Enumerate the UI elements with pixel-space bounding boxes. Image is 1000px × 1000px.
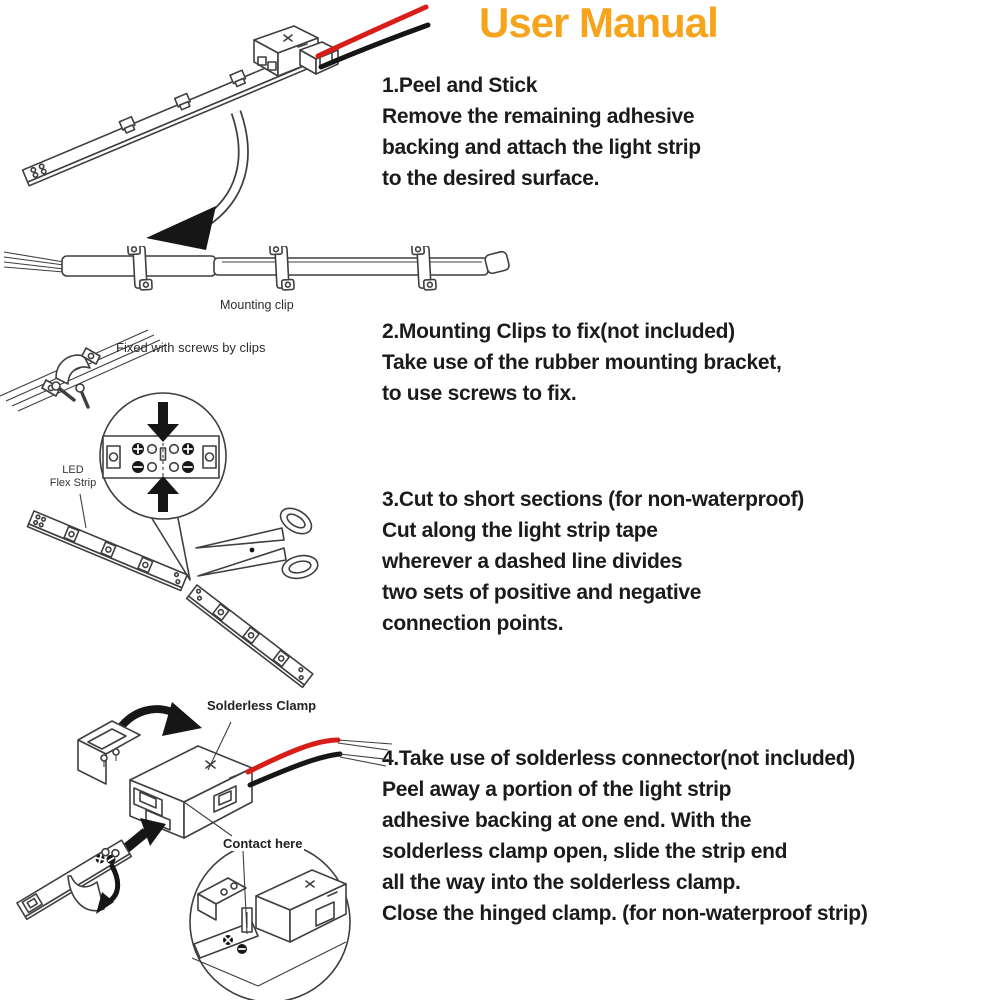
minus-pad — [182, 461, 194, 473]
page-title: User Manual — [479, 0, 718, 46]
step-4-line: Close the hinged clamp. (for non-waterproof strip) — [382, 902, 868, 925]
step-1-line: to the desired surface. — [382, 167, 600, 190]
step-4-line: Peel away a portion of the light strip — [382, 778, 732, 801]
plus-pad — [132, 443, 144, 455]
step-3-text — [382, 484, 804, 639]
step-2-heading: 2.Mounting Clips to fix(not included) — [382, 320, 735, 343]
step-4-line: all the way into the solderless clamp. — [382, 871, 741, 894]
peel-arrow — [146, 112, 243, 250]
fixed-with-screws-label: Fixed with screws by clips — [116, 340, 266, 355]
step-3-line: Cut along the light strip tape — [382, 519, 658, 542]
insert-arrow — [124, 818, 166, 850]
step-2-line: Take use of the rubber mounting bracket, — [382, 351, 782, 374]
cut-sections-illustration — [0, 390, 360, 690]
step-1-line: Remove the remaining adhesive — [382, 105, 695, 128]
led-label-leader — [80, 494, 86, 528]
scissors — [196, 503, 320, 581]
black-wire — [250, 754, 340, 785]
contact-here-label: Contact here — [223, 836, 303, 851]
led-flex-strip-label: LED Flex Strip — [49, 464, 97, 489]
step-4-line: adhesive backing at one end. With the — [382, 809, 752, 832]
step-3-heading: 3.Cut to short sections (for non-waterproof) — [382, 488, 804, 511]
plus-pad — [182, 443, 194, 455]
screw-clip — [42, 348, 100, 396]
step-4-heading: 4.Take use of solderless connector(not included) — [382, 747, 855, 770]
step-2-line: to use screws to fix. — [382, 382, 577, 405]
solderless-clamp-illustration — [0, 690, 400, 1000]
end-strip — [16, 839, 131, 919]
step-1-line: backing and attach the light strip — [382, 136, 701, 159]
mounting-clip-label: Mounting clip — [220, 298, 294, 312]
step-3-line: connection points. — [382, 612, 564, 635]
solderless-clamp-label: Solderless Clamp — [207, 698, 317, 713]
lower-strip — [187, 585, 313, 687]
step-4-line: solderless clamp open, slide the strip end — [382, 840, 788, 863]
step-4-text — [382, 743, 868, 929]
step-1-heading: 1.Peel and Stick — [382, 74, 538, 97]
strip-wires — [4, 252, 64, 272]
open-lid — [78, 721, 140, 784]
step-3-line: wherever a dashed line divides — [382, 550, 683, 573]
step-2-text — [382, 316, 782, 409]
peel-and-stick-illustration — [0, 0, 432, 252]
minus-pad — [132, 461, 144, 473]
step-3-line: two sets of positive and negative — [382, 581, 702, 604]
